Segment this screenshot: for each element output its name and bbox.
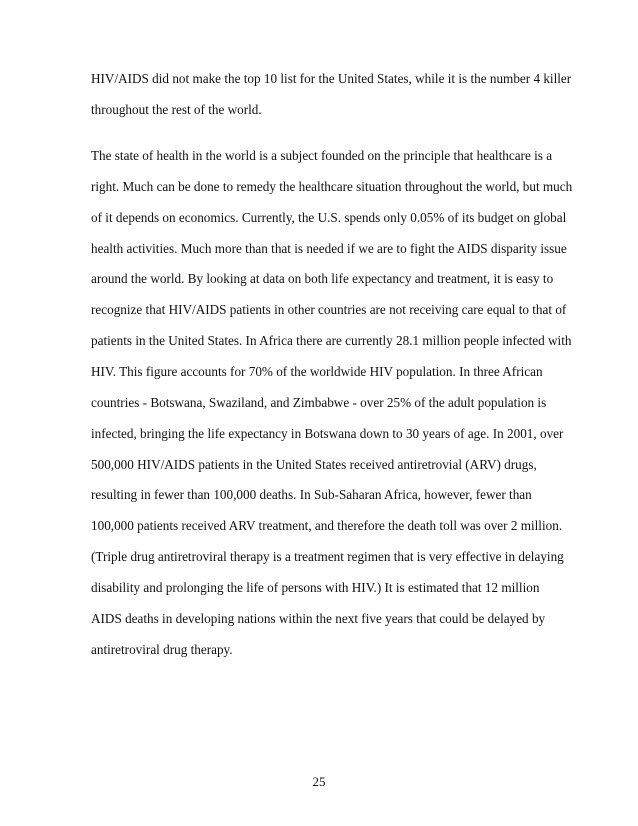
paragraph-1-line-1: HIV/AIDS did not make the top 10 list for the United States, while it is the number 4 killer: [91, 71, 572, 86]
paragraph-2-line-11: 500,000 HIV/AIDS patients in the United States received antiretrovial (ARV) drugs,: [91, 457, 537, 472]
paragraph-2-line-16: AIDS deaths in developing nations within the next five years that could be delayed by: [91, 611, 546, 626]
paragraph-2-line-17: antiretroviral drug therapy.: [91, 642, 233, 657]
paragraph-2-line-10: infected, bringing the life expectancy in Botswana down to 30 years of age. In 2001, over: [91, 426, 564, 441]
paragraph-2-line-14: (Triple drug antiretroviral therapy is a treatment regimen that is very effective in delaying: [91, 549, 564, 564]
paragraph-1-line-2: throughout the rest of the world.: [91, 102, 262, 117]
paragraph-2-line-12: resulting in fewer than 100,000 deaths. In Sub-Saharan Africa, however, fewer than: [91, 487, 532, 502]
paragraph-2-line-7: patients in the United States. In Africa there are currently 28.1 million people infected with: [91, 333, 572, 348]
paragraph-2-line-5: around the world. By looking at data on both life expectancy and treatment, it is easy to: [91, 271, 554, 286]
page-number: 25: [312, 774, 326, 789]
paragraph-2-line-2: right. Much can be done to remedy the healthcare situation throughout the world, but much: [91, 179, 573, 194]
paragraph-2-line-1: The state of health in the world is a subject founded on the principle that healthcare is a: [91, 148, 553, 163]
paragraph-2-line-3: of it depends on economics. Currently, the U.S. spends only 0.05% of its budget on global: [91, 210, 567, 225]
paragraph-2-line-8: HIV. This figure accounts for 70% of the worldwide HIV population. In three African: [91, 364, 543, 379]
paragraph-2-line-9: countries - Botswana, Swaziland, and Zimbabwe - over 25% of the adult population is: [91, 395, 547, 410]
paragraph-2-line-6: recognize that HIV/AIDS patients in other countries are not receiving care equal to that of: [91, 302, 567, 317]
paragraph-2-line-15: disability and prolonging the life of persons with HIV.) It is estimated that 12 million: [91, 580, 540, 595]
paragraph-2-line-4: health activities. Much more than that is needed if we are to fight the AIDS disparity issue: [91, 241, 567, 256]
paragraph-2-line-13: 100,000 patients received ARV treatment, and therefore the death toll was over 2 million.: [91, 518, 563, 533]
